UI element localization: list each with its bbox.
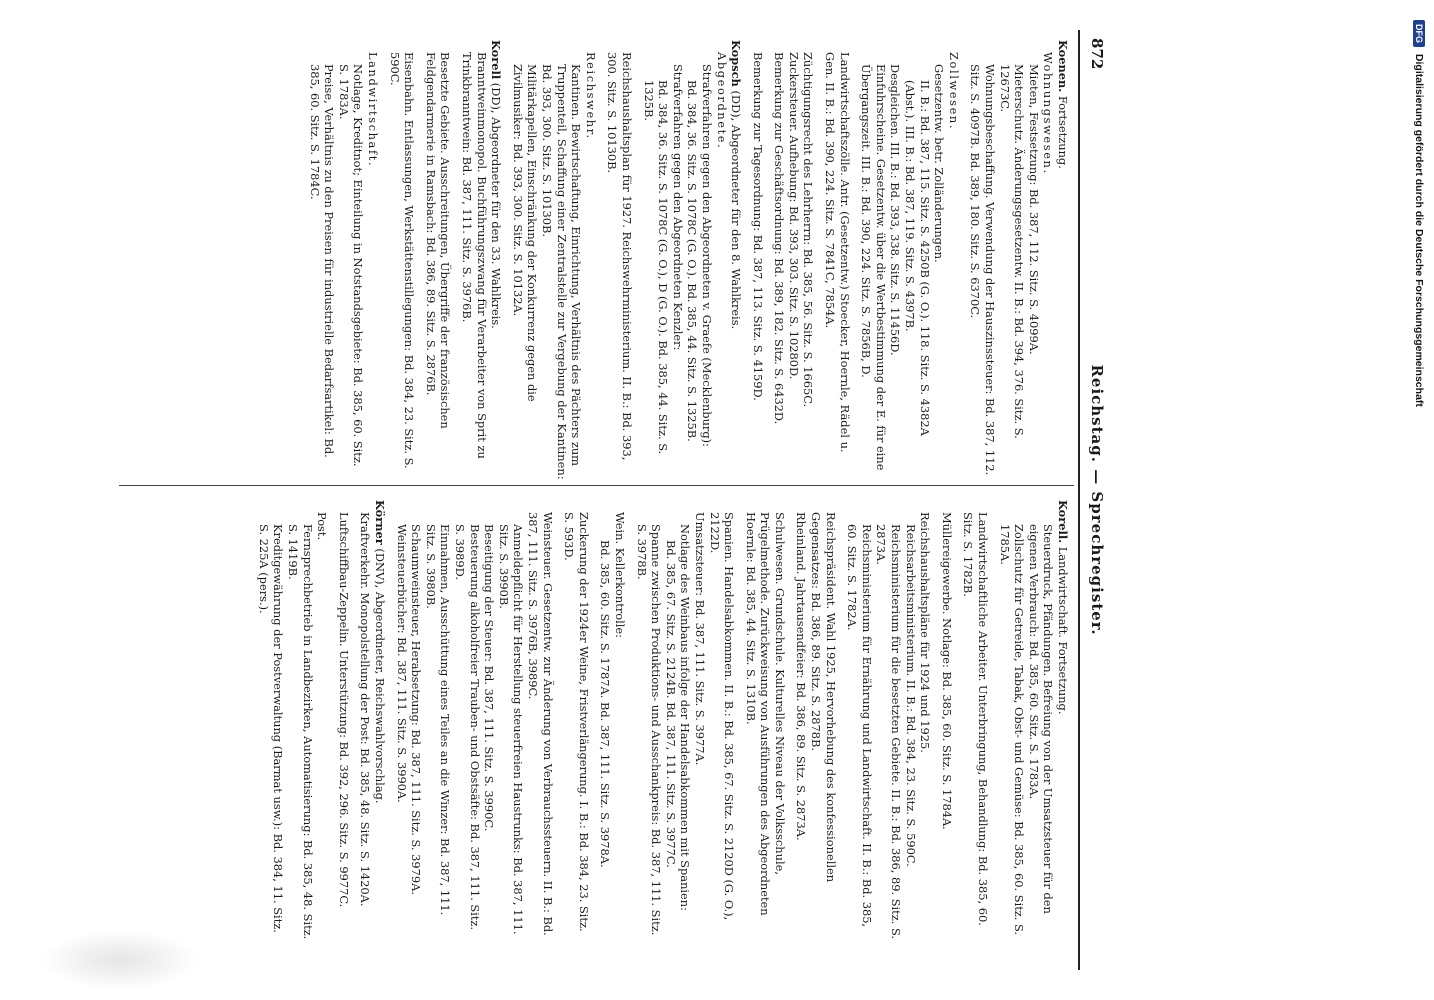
index-entry: Bd. 385, 67. Sitz. S. 2124B. Bd. 387, 111. Sitz. S. 3977C. xyxy=(663,540,678,868)
index-entry: Bemerkung zur Geschäftsordnung: Bd. 389, 182. Sitz. S. 6432D. xyxy=(772,52,787,425)
index-entry: Bemerkung zur Tagesordnung: Bd. 387, 113. Sitz. S. 4159D. xyxy=(750,52,765,401)
index-entry: Züchtigungsrecht des Lehrherrn: Bd. 385, 56. Sitz. S. 1665C. xyxy=(801,52,816,408)
entry-name: Koenen. xyxy=(1056,40,1070,93)
index-entry: Kreditgewährung der Postverwaltung (Barmat usw.): Bd. 384, 11. Sitz. S. 225A (pers.). xyxy=(256,524,286,933)
left-column xyxy=(307,40,1070,480)
index-entry: Korell. Landwirtschaft. Fortsetzung. xyxy=(1056,500,1070,715)
index-entry: Strafverfahren gegen den Abgeordneten Kenzler: xyxy=(670,64,685,351)
index-entry: Reichswehr. xyxy=(583,52,598,140)
index-entry: Reichsministerium für Ernährung und Landwirtschaft. II. B.: Bd. 385, 60. Sitz. S. 1782A. xyxy=(845,524,874,928)
dfg-logo-badge: DFG xyxy=(1413,20,1425,47)
index-entry: Zuckerung der 1924er Weine, Fristverlängerung. I. B.: Bd. 384, 23. Sitz. S. 593D. xyxy=(562,512,591,932)
entry-name: Körner xyxy=(373,500,388,545)
column-divider xyxy=(119,485,1074,486)
index-entry: Weinsteuer. Gesetzentw. zur Änderung von Verbrauchssteuern. II. B.: Bd. 387, 111. Sitz. S. 3976B, 3989C. xyxy=(526,512,555,936)
index-entry: Zollwesen. xyxy=(946,52,961,131)
page-header xyxy=(1082,30,1110,970)
index-entry: Zollschutz für Getreide, Tabak, Obst- und Gemüse: Bd. 385, 60. Sitz. S. 1785A. xyxy=(997,524,1027,936)
running-head: Reichstag. — Sprechregister. xyxy=(1088,364,1106,636)
index-entry: Wohnungswesen. xyxy=(1041,52,1056,175)
entry-name: Kopsch xyxy=(729,40,744,87)
index-entry: Besteuerung alkoholfreier Trauben- und Obstsäfte: Bd. 387, 111. Sitz. S. 3989D. xyxy=(453,524,482,931)
index-entry: Koenen. Fortsetzung. xyxy=(1056,40,1070,169)
entry-name: Korell. xyxy=(1056,500,1070,544)
index-entry: Spanne zwischen Produktions- und Ausschankpreis: Bd. 387, 111. Sitz. S. 3978B. xyxy=(634,524,664,936)
index-entry: Post. xyxy=(315,512,330,541)
index-entry: Reichspräsident. Wahl 1925, Hervorhebung des konfessionellen Gegensatzes: Bd. 386, 89. Sitz. S. 2878B. xyxy=(809,512,838,883)
index-entry: Wohnungsbeschaffung. Verwendung der Hauszinssteuer: Bd. 387, 112. Sitz. S. 4097B. Bd. 389, 180. Sitz. S. 6370C. xyxy=(968,64,998,476)
index-entry: Preise, Verhältnis zu den Preisen für industrielle Bedarfsartikel: Bd. 385, 60. Sitz. S. 1784C. xyxy=(307,64,337,458)
index-entry: II. B.: Bd. 387, 115. Sitz. S. 4250B (G. O.). 118. Sitz. S. 4382A (Abst.). III. B.: Bd. 387, 119. Sitz. S. 4397B. xyxy=(903,80,932,436)
index-entry: Gesetzentw. betr. Zolländerungen. xyxy=(932,64,947,263)
index-entry: Kantinen. Bewirtschaftung, Einrichtung, Verhältnis des Pächters zum Truppenteil, Schaffung einer Zentralstelle zur Vergebung der Kantinen: Bd. 393, 300. Sitz. S. 10130B. xyxy=(540,64,584,480)
header-rule xyxy=(1078,30,1080,970)
index-entry: Umsatzsteuer: Bd. 387, 111. Sitz. S. 3977A. xyxy=(692,512,707,766)
index-entry: Branntweinmonopol. Buchführungszwang für Verarbeiter von Sprit zu Trinkbranntwein: Bd. 387, 111. Sitz. S. 3976B. xyxy=(460,52,489,459)
index-entry: Reichsarbeitsministerium. II. B.: Bd. 384, 23. Sitz. S. 590C. xyxy=(903,524,918,867)
index-entry: Notlage des Weinbaus infolge der Handelsabkommen mit Spanien: xyxy=(678,524,693,911)
index-entry: Weinsteuerbücher: Bd. 387, 111. Sitz. S. 3990A. xyxy=(394,524,409,803)
index-entry: Schulwesen. Grundschule. Kulturelles Niveau der Volksschule, Prügelmethode. Zurückweisung von Ausführungen des Abgeordneten Hoernle: Bd. 385, 44. Sitz. S. 1310B. xyxy=(743,512,787,916)
index-entry: Spanien. Handelsabkommen. II. B.: Bd. 385, 67. Sitz. S. 2120D (G. O.), 2122D. xyxy=(707,512,737,921)
index-entry: Kopsch (DD), Abgeordneter für den 8. Wahlkreis. xyxy=(729,40,744,330)
index-entry: Einnahmen, Ausschüttung eines Teiles an die Winzer: Bd. 387, 111. Sitz. S. 3980B. xyxy=(423,524,453,916)
index-entry: Müllereigewerbe. Notlage: Bd. 385, 60. Sitz. S. 1784A. xyxy=(939,512,954,830)
index-entry: Einfuhrscheine. Gesetzentw. über die Wertbestimmung der E. für eine Übergangszeit. III. B.: Bd. 390, 224. Sitz. S. 7856B, D. xyxy=(859,64,888,471)
index-entry: Militärkapellen, Einschränkung der Konkurrenz gegen die Zivilmusiker: Bd. 393, 300. Sitz. S. 10132A. xyxy=(510,64,540,402)
index-entry: Körner (DNV), Abgeordneter, Reichswahlvorschlag. xyxy=(373,500,388,804)
index-entry: Reichshaushaltsplan für 1927. Reichswehrministerium. II. B.: Bd. 393, 300. Sitz. S. 10130B. xyxy=(605,52,634,461)
index-entry: Mieterschutz. Änderungsgesetzentw. II. B.: Bd. 394, 376. Sitz. S. 12673C. xyxy=(997,64,1027,439)
index-entry: Strafverfahren gegen den Abgeordneten v. Graefe (Mecklenburg): xyxy=(699,64,714,447)
index-entry: Bd. 385, 60. Sitz. S. 1787A. Bd. 387, 111. Sitz. S. 3978A. xyxy=(598,540,613,868)
side-label xyxy=(1396,20,1426,980)
index-entry: Fernsprechbetrieb in Landbezirken, Automatisierung: Bd. 385, 48. Sitz. S. 1419B. xyxy=(286,524,315,940)
index-entry: Mieten, Festsetzung: Bd. 387, 112. Sitz. S. 4099A. xyxy=(1026,64,1041,355)
index-entry: Steuerdruck, Pfändungen. Befreiung von der Umsatzsteuer für den eigenen Verbrauch: Bd. 385, 60. Sitz. S. 1783A. xyxy=(1026,524,1056,914)
index-entry: Desgleichen. III. B.: Bd. 393, 338. Sitz. S. 11456D. xyxy=(888,64,903,356)
index-entry: Rheinland. Jahrtausendfeier: Bd. 386, 89. Sitz. S. 2873A. xyxy=(794,512,809,841)
entry-name: Korell xyxy=(489,40,504,80)
index-entry: Zuckersteuer. Aufhebung: Bd. 393, 303. Sitz. S. 10280D. xyxy=(786,52,801,380)
index-entry: Notlage, Kreditnot; Einteilung in Notstandsgebiete: Bd. 385, 60. Sitz. S. 1783A. xyxy=(336,64,366,467)
index-entry: Bd. 384, 36. Sitz. S. 1078C (G. O.). Bd. 385, 44. Sitz. S. 1325B. xyxy=(685,80,700,442)
index-entry: Anmeldepflicht für Herstellung steuerfreien Haustrunks: Bd. 387, 111. Sitz. S. 3990B. xyxy=(496,524,526,935)
page-number: 872 xyxy=(1088,38,1106,70)
index-entry: Beseitigung der Steuer: Bd. 387, 111. Sitz. S. 3990C. xyxy=(482,524,497,832)
index-entry: Schaumweinsteuer, Herabsetzung: Bd. 387, 111. Sitz. S. 3979A. xyxy=(409,524,424,895)
index-entry: Landwirtschaft. xyxy=(366,52,381,168)
index-entry: Landwirtschaftliche Arbeiter. Unterbringung, Behandlung: Bd. 385, 60. Sitz. S. 1782B. xyxy=(961,512,991,926)
index-entry: Luftschiffbau-Zeppelin. Unterstützung: Bd. 392, 296. Sitz. S. 9977C. xyxy=(336,512,351,908)
index-entry: Reichshaushaltspläne für 1924 und 1925. xyxy=(918,512,933,753)
digitization-notice: Digitalisierung gefördert durch die Deutsche Forschungsgemeinschaft xyxy=(1413,53,1425,407)
right-column xyxy=(256,500,1070,940)
index-entry: Abgeordnete. xyxy=(714,52,729,150)
index-entry: Korell (DD), Abgeordneter für den 33. Wahlkreis. xyxy=(489,40,504,329)
index-entry: Bd. 384, 36. Sitz. S. 1078C (G. O.), D (G. O.). Bd. 385, 44. Sitz. S. 1325B. xyxy=(641,80,671,455)
index-entry: Reichsministerium für die besetzten Gebiete. II. B.: Bd. 386, 89. Sitz. S. 2873A. xyxy=(874,524,904,940)
rotated-page xyxy=(110,30,1110,970)
index-entry: Kraftverkehr. Monopolstellung der Post: Bd. 385, 48. Sitz. S. 1420A. xyxy=(358,512,373,907)
index-entry: Eisenbahn. Entlassungen, Werkstättenstillegungen: Bd. 384, 23. Sitz. S. 590C. xyxy=(387,52,417,469)
index-entry: Besetzte Gebiete. Ausschreitungen, Übergriffe der französischen Feldgendarmerie in Ramsbach: Bd. 386, 89. Sitz. S. 2876B. xyxy=(423,52,453,429)
index-entry: Wein. Kellerkontrolle: xyxy=(612,512,627,638)
index-entry: Landwirtschaftszölle. Antr. (Gesetzentw.) Stoecker, Hoernle, Rädel u. Gen. II. B.: Bd. 390, 224. Sitz. S. 7841C, 7854A. xyxy=(823,52,852,453)
